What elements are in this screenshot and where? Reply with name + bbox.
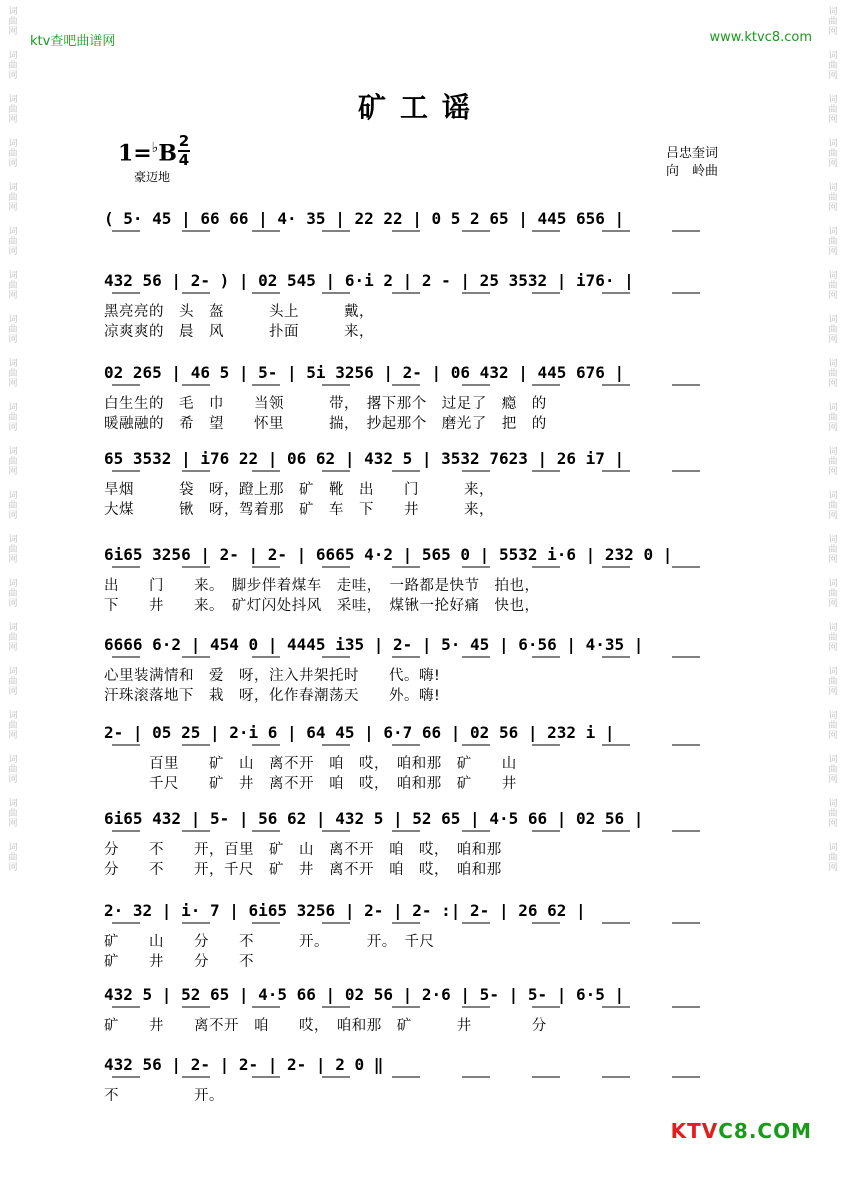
watermark-text: 词曲网 xyxy=(826,314,837,344)
lyric-line: 旱烟 袋 呀，蹬上那 矿 靴 出 门 来， xyxy=(104,482,494,498)
watermark-text: 词曲网 xyxy=(826,842,837,872)
watermark-text: 词曲网 xyxy=(6,314,17,344)
key-note: B xyxy=(158,140,177,167)
underline-marks xyxy=(104,292,740,296)
lyric-line: 矿 山 分 不 开。 开。 千尺 xyxy=(104,934,435,950)
lyric-line: 凉爽爽的 晨 风 扑面 来， xyxy=(104,324,374,340)
watermark-text: 词曲网 xyxy=(6,666,17,696)
lyric-line: 心里装满情和 爱 呀，注入井架托时 代。嗨! xyxy=(104,668,441,684)
notation-line: 6666 6·2 | 454 0 | 4445 i35 | 2- | 5· 45 | 6·56 | 4·35 | xyxy=(104,626,740,655)
watermark-text: 词曲网 xyxy=(6,490,17,520)
underline-marks xyxy=(104,384,740,388)
composer-credit: 向 岭曲 xyxy=(666,164,719,179)
lyric-line: 不 开。 xyxy=(104,1088,224,1104)
key-signature xyxy=(118,140,177,166)
lyricist-credit: 吕忠奎词 xyxy=(666,146,719,161)
watermark-text: 词曲网 xyxy=(826,270,837,300)
notation-line: 02 265 | 46 5 | 5- | 5i 3256 | 2- | 06 432 | 445 676 | xyxy=(104,354,740,383)
watermark-text: 词曲网 xyxy=(6,622,17,652)
underline-marks xyxy=(104,922,740,926)
site-name[interactable]: ktv查吧曲谱网 xyxy=(30,34,116,49)
lyric-line: 白生生的 毛 巾 当领 带， 撂下那个 过足了 瘾 的 xyxy=(104,396,547,412)
watermark-text: 词曲网 xyxy=(826,94,837,124)
lyric-line: 下 井 来。 矿灯闪处抖风 采哇， 煤锹一抡好痛 快也， xyxy=(104,598,540,614)
time-signature xyxy=(178,134,190,168)
watermark-text: 词曲网 xyxy=(6,534,17,564)
watermark-left xyxy=(4,0,18,1177)
notation-line: 432 56 | 2- | 2- | 2- | 2 0 ‖ xyxy=(104,1046,740,1075)
watermark-text: 词曲网 xyxy=(6,94,17,124)
lyric-line: 出 门 来。 脚步伴着煤车 走哇， 一路都是快节 拍也， xyxy=(104,578,540,594)
key-prefix: 1= xyxy=(118,140,152,167)
lyric-line: 黑亮亮的 头 盔 头上 戴， xyxy=(104,304,374,320)
watermark-text: 词曲网 xyxy=(6,138,17,168)
lyric-line: 矿 井 分 不 xyxy=(104,954,254,970)
lyric-line: 分 不 开，百里 矿 山 离不开 咱 哎， 咱和那 xyxy=(104,842,502,858)
time-signature-top: 2 xyxy=(178,132,190,150)
notation-line: ( 5· 45 | 66 66 | 4· 35 | 22 22 | 0 5 2 65 | 445 656 | xyxy=(104,200,740,229)
watermark-text: 词曲网 xyxy=(6,446,17,476)
watermark-text: 词曲网 xyxy=(6,358,17,388)
watermark-text: 词曲网 xyxy=(6,182,17,212)
watermark-text: 词曲网 xyxy=(826,534,837,564)
watermark-text: 词曲网 xyxy=(6,578,17,608)
underline-marks xyxy=(104,744,740,748)
tempo-marking: 豪迈地 xyxy=(134,170,171,184)
watermark-right xyxy=(824,0,838,1177)
notation-line: 2· 32 | i· 7 | 6i65 3256 | 2- | 2- :| 2- | 26 62 | xyxy=(104,892,740,921)
watermark-text: 词曲网 xyxy=(6,50,17,80)
watermark-text: 词曲网 xyxy=(826,358,837,388)
watermark-text: 词曲网 xyxy=(6,226,17,256)
lyric-line: 千尺 矿 井 离不开 咱 哎， 咱和那 矿 井 xyxy=(104,776,517,792)
lyric-line: 百里 矿 山 离不开 咱 哎， 咱和那 矿 山 xyxy=(104,756,517,772)
flat-sign: ♭ xyxy=(151,140,159,156)
site-logo xyxy=(671,1119,812,1143)
site-url[interactable]: www.ktvc8.com xyxy=(709,30,812,45)
notation-line: 432 56 | 2- ) | 02 545 | 6·i 2 | 2 - | 25 3532 | i76· | xyxy=(104,262,740,291)
watermark-text: 词曲网 xyxy=(6,754,17,784)
watermark-text: 词曲网 xyxy=(826,578,837,608)
underline-marks xyxy=(104,230,740,234)
watermark-text: 词曲网 xyxy=(826,182,837,212)
watermark-text: 词曲网 xyxy=(826,622,837,652)
watermark-text: 词曲网 xyxy=(6,270,17,300)
underline-marks xyxy=(104,470,740,474)
watermark-text: 词曲网 xyxy=(826,50,837,80)
watermark-text: 词曲网 xyxy=(826,226,837,256)
underline-marks xyxy=(104,830,740,834)
logo-text-green: C8.COM xyxy=(718,1119,812,1143)
watermark-text: 词曲网 xyxy=(826,402,837,432)
underline-marks xyxy=(104,1006,740,1010)
lyric-line: 分 不 开，千尺 矿 井 离不开 咱 哎， 咱和那 xyxy=(104,862,502,878)
watermark-text: 词曲网 xyxy=(6,6,17,36)
lyric-line: 矿 井 离不开 咱 哎， 咱和那 矿 井 分 xyxy=(104,1018,547,1034)
watermark-text: 词曲网 xyxy=(826,798,837,828)
watermark-text: 词曲网 xyxy=(826,138,837,168)
song-title: 矿工谣 xyxy=(357,91,484,124)
watermark-text: 词曲网 xyxy=(6,402,17,432)
watermark-text: 词曲网 xyxy=(826,754,837,784)
watermark-text: 词曲网 xyxy=(6,710,17,740)
notation-line: 6i65 432 | 5- | 56 62 | 432 5 | 52 65 | 4·5 66 | 02 56 | xyxy=(104,800,740,829)
watermark-text: 词曲网 xyxy=(826,666,837,696)
watermark-text: 词曲网 xyxy=(826,6,837,36)
underline-marks xyxy=(104,566,740,570)
notation-line: 65 3532 | i76 22 | 06 62 | 432 5 | 3532 7623 | 26 i7 | xyxy=(104,440,740,469)
time-signature-bottom: 4 xyxy=(178,151,190,169)
watermark-text: 词曲网 xyxy=(826,490,837,520)
logo-text-red: KTV xyxy=(670,1119,719,1143)
watermark-text: 词曲网 xyxy=(6,842,17,872)
lyric-line: 暖融融的 希 望 怀里 揣， 抄起那个 磨光了 把 的 xyxy=(104,416,547,432)
lyric-line: 汗珠滚落地下 栽 呀，化作春潮荡天 外。嗨! xyxy=(104,688,441,704)
notation-line: 432 5 | 52 65 | 4·5 66 | 02 56 | 2·6 | 5- | 5- | 6·5 | xyxy=(104,976,740,1005)
notation-line: 6i65 3256 | 2- | 2- | 6665 4·2 | 565 0 | 5532 i·6 | 232 0 | xyxy=(104,536,740,565)
underline-marks xyxy=(104,656,740,660)
watermark-text: 词曲网 xyxy=(6,798,17,828)
watermark-text: 词曲网 xyxy=(826,446,837,476)
watermark-text: 词曲网 xyxy=(826,710,837,740)
underline-marks xyxy=(104,1076,740,1080)
notation-line: 2- | 05 25 | 2·i 6 | 64 45 | 6·7 66 | 02 56 | 232 i | xyxy=(104,714,740,743)
lyric-line: 大煤 锹 呀，驾着那 矿 车 下 井 来， xyxy=(104,502,494,518)
